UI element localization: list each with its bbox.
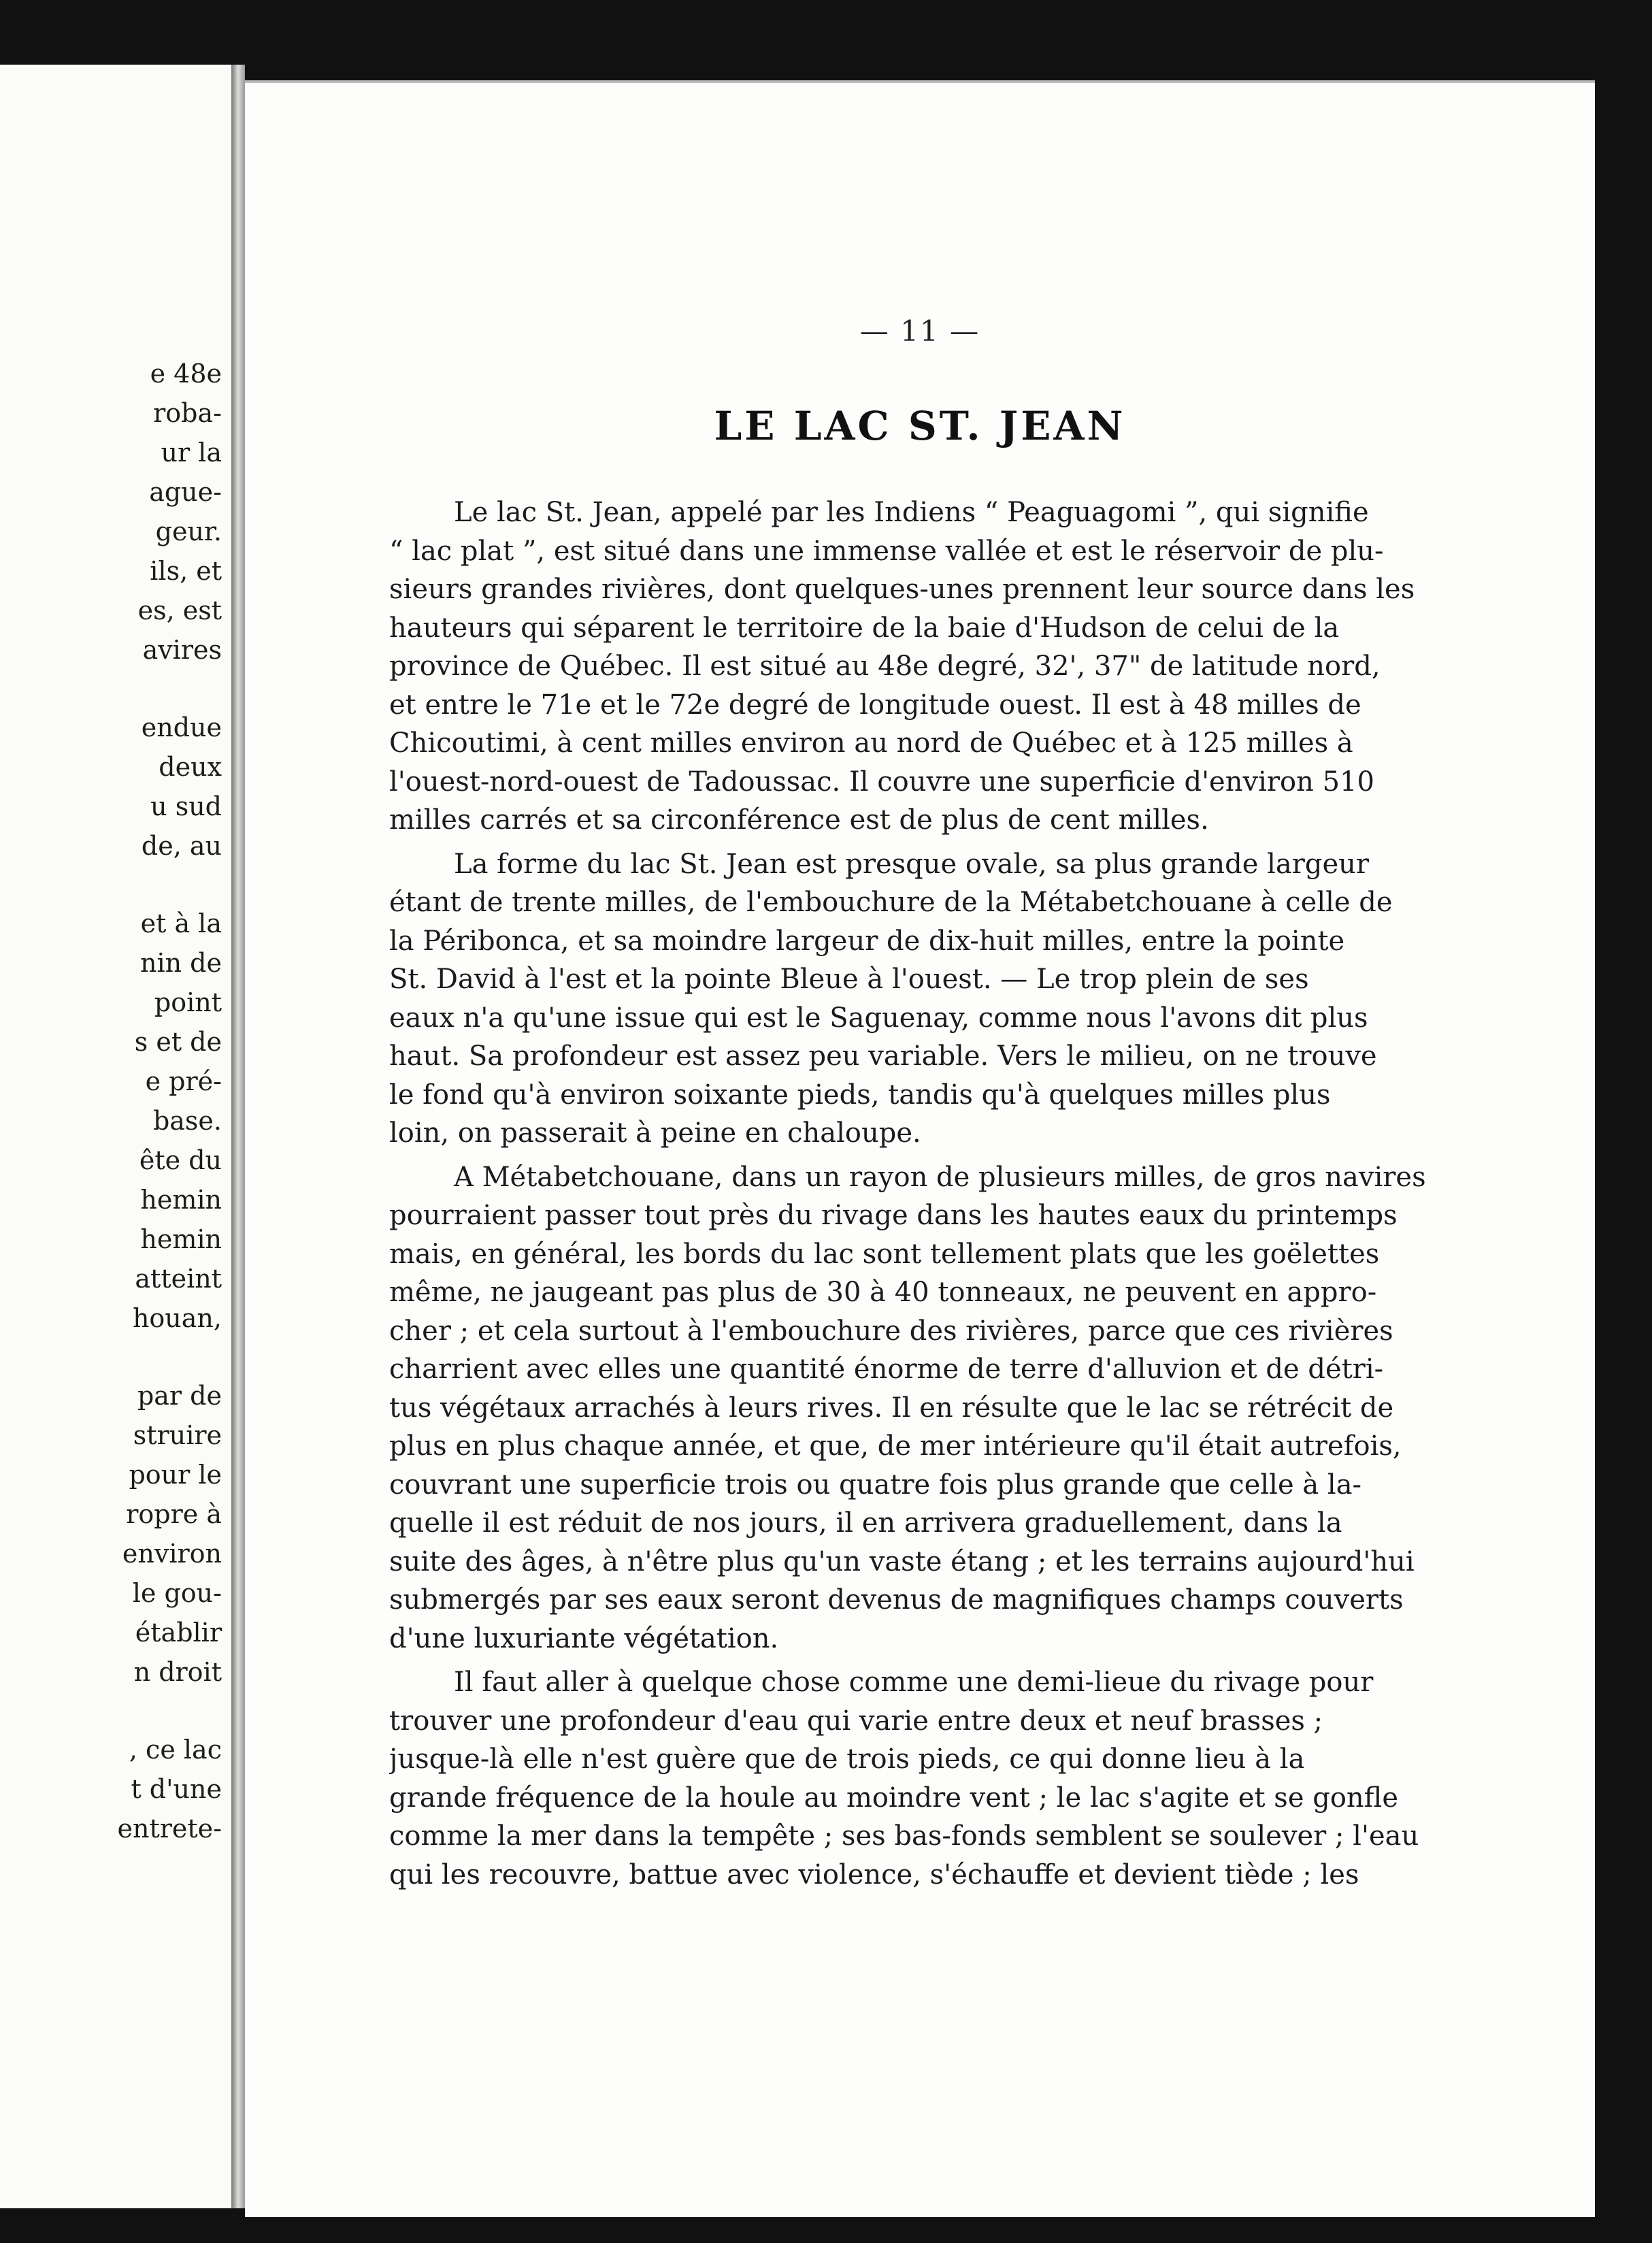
left-page-line: e 48e <box>150 359 222 389</box>
left-page-line: deux <box>159 752 222 782</box>
page-title: LE LAC ST. JEAN <box>714 403 1126 449</box>
left-page-line: t d'une <box>131 1774 222 1804</box>
text-line: cher ; et cela surtout à l'embouchure des rivières, parce que ces rivières <box>389 1315 1393 1347</box>
text-line: quelle il est réduit de nos jours, il en arrivera graduellement, dans la <box>389 1507 1342 1539</box>
left-page-line: hemin <box>140 1224 222 1254</box>
text-line: jusque-là elle n'est guère que de trois pieds, ce qui donne lieu à la <box>389 1743 1305 1775</box>
left-page-line: entrete- <box>117 1814 222 1844</box>
left-page-line: ête du <box>139 1145 222 1175</box>
text-line: trouver une profondeur d'eau qui varie entre deux et neuf brasses ; <box>389 1705 1323 1737</box>
text-line: couvrant une superficie trois ou quatre fois plus grande que celle à la- <box>389 1469 1362 1501</box>
left-page-line: point <box>154 987 222 1017</box>
text-line: submergés par ses eaux seront devenus de magnifiques champs couverts <box>389 1584 1404 1616</box>
left-page-line: le gou- <box>132 1578 222 1608</box>
left-page-line: hemin <box>140 1185 222 1215</box>
paragraph <box>389 1663 1622 1894</box>
left-page-line: endue <box>141 713 222 742</box>
text-line: Il faut aller à quelque chose comme une demi-lieue du rivage pour <box>454 1667 1374 1698</box>
left-page-line: atteint <box>135 1264 222 1294</box>
text-line: haut. Sa profondeur est assez peu variable. Vers le milieu, on ne trouve <box>389 1041 1377 1072</box>
left-page-line: n droit <box>133 1657 222 1687</box>
text-line: sieurs grandes rivières, dont quelques-unes prennent leur source dans les <box>389 574 1415 605</box>
left-page-line: base. <box>152 1106 222 1136</box>
text-line: “ lac plat ”, est situé dans une immense vallée et est le réservoir de plu- <box>389 535 1384 567</box>
left-page-line: environ <box>122 1539 222 1569</box>
left-page-line: struire <box>133 1420 222 1450</box>
text-line: le fond qu'à environ soixante pieds, tandis qu'à quelques milles plus <box>389 1079 1331 1111</box>
text-line: suite des âges, à n'être plus qu'un vaste étang ; et les terrains aujourd'hui <box>389 1545 1415 1577</box>
left-page-line: roba- <box>153 398 222 428</box>
left-page-line: ague- <box>149 477 222 507</box>
text-line: hauteurs qui séparent le territoire de la baie d'Hudson de celui de la <box>389 612 1340 644</box>
left-page-line: avires <box>142 635 222 665</box>
left-page-line: e pré- <box>145 1066 222 1096</box>
paragraph-gap <box>389 1658 1622 1663</box>
text-line: grande fréquence de la houle au moindre vent ; le lac s'agite et se gonfle <box>389 1782 1399 1814</box>
paragraph <box>389 1158 1622 1658</box>
left-page-line: es, est <box>137 595 222 625</box>
text-line: La forme du lac St. Jean est presque ovale, sa plus grande largeur <box>454 848 1370 880</box>
left-page-line: pour le <box>129 1460 222 1490</box>
left-page-line: ur la <box>161 438 222 468</box>
paragraph <box>389 845 1622 1153</box>
text-line: tus végétaux arrachés à leurs rives. Il en résulte que le lac se rétrécit de <box>389 1392 1394 1424</box>
paragraph-gap <box>389 1153 1622 1158</box>
right-page <box>245 80 1595 2217</box>
text-line: et entre le 71e et le 72e degré de longitude ouest. Il est à 48 milles de <box>389 689 1361 721</box>
text-line: St. David à l'est et la pointe Bleue à l'ouest. — Le trop plein de ses <box>389 964 1309 995</box>
left-page-line: u sud <box>150 791 222 821</box>
left-page-line: geur. <box>155 517 222 546</box>
text-line: la Péribonca, et sa moindre largeur de dix-huit milles, entre la pointe <box>389 925 1345 957</box>
text-line: comme la mer dans la tempête ; ses bas-fonds semblent se soulever ; l'eau <box>389 1820 1419 1852</box>
text-line: mais, en général, les bords du lac sont tellement plats que les goëlettes <box>389 1238 1380 1270</box>
text-line: l'ouest-nord-ouest de Tadoussac. Il couvre une superficie d'environ 510 <box>389 766 1374 798</box>
left-page-line: houan, <box>132 1303 222 1333</box>
left-page-line: ropre à <box>126 1499 222 1529</box>
left-page-line: , ce lac <box>129 1735 222 1765</box>
left-page-line: ils, et <box>150 556 222 586</box>
left-page-line: par de <box>137 1381 222 1411</box>
text-body <box>389 493 1622 1894</box>
text-line: étant de trente milles, de l'embouchure de la Métabetchouane à celle de <box>389 887 1393 918</box>
left-page-line: s et de <box>134 1027 222 1057</box>
text-line: qui les recouvre, battue avec violence, s'échauffe et devient tiède ; les <box>389 1859 1359 1890</box>
text-line: milles carrés et sa circonférence est de plus de cent milles. <box>389 804 1209 836</box>
text-line: Le lac St. Jean, appelé par les Indiens “ Peaguagomi ”, qui signifie <box>454 497 1369 528</box>
paragraph <box>389 493 1622 840</box>
left-page-line: établir <box>135 1618 222 1648</box>
book-gutter <box>231 65 245 2208</box>
text-line: province de Québec. Il est situé au 48e degré, 32', 37" de latitude nord, <box>389 651 1381 682</box>
text-line: d'une luxuriante végétation. <box>389 1622 779 1654</box>
text-line: Chicoutimi, à cent milles environ au nord de Québec et à 125 milles à <box>389 727 1353 759</box>
text-line: même, ne jaugeant pas plus de 30 à 40 tonneaux, ne peuvent en appro- <box>389 1277 1377 1308</box>
text-line: A Métabetchouane, dans un rayon de plusieurs milles, de gros navires <box>454 1161 1426 1193</box>
left-page-line: de, au <box>141 831 222 861</box>
text-line: pourraient passer tout près du rivage dans les hautes eaux du printemps <box>389 1200 1398 1231</box>
text-line: loin, on passerait à peine en chaloupe. <box>389 1117 921 1149</box>
text-line: eaux n'a qu'une issue qui est le Saguenay, comme nous l'avons dit plus <box>389 1002 1368 1034</box>
text-line: charrient avec elles une quantité énorme de terre d'alluvion et de détri- <box>389 1354 1384 1385</box>
left-page-line: et à la <box>140 908 222 938</box>
left-page-fragment <box>0 65 233 2208</box>
left-page-line: nin de <box>140 948 222 978</box>
page-number: — 11 — <box>859 314 980 348</box>
text-line: plus en plus chaque année, et que, de mer intérieure qu'il était autrefois, <box>389 1430 1402 1462</box>
paragraph-gap <box>389 840 1622 845</box>
